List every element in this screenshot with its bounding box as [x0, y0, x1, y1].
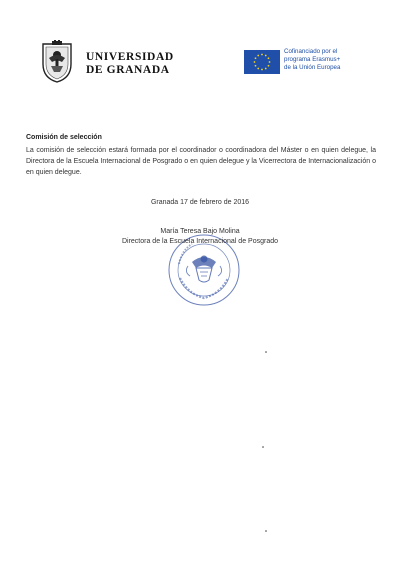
section-paragraph: La comisión de selección estará formada por el coordinador o coordinadora del Máster o en quien delegue, la Directora de la Escuela Internacional de Posgrado o en quien delegue y la Vicerrectora de Internacionalización o en quien delegue.	[26, 147, 376, 176]
university-crest-icon	[38, 40, 76, 84]
signatory-name: María Teresa Bajo Molina	[160, 228, 240, 235]
signatory-role: Directora de la Escuela Internacional de Posgrado	[121, 237, 279, 245]
university-name-line2: DE GRANADA	[86, 64, 170, 76]
scan-speck	[262, 446, 264, 448]
eu-star	[255, 65, 257, 67]
section-heading: Comisión de selección	[26, 134, 102, 141]
eu-star	[268, 57, 270, 59]
eu-star	[254, 61, 256, 63]
university-logo	[38, 40, 178, 86]
eu-star	[269, 61, 271, 63]
scan-speck	[265, 351, 267, 353]
eu-cofunding-line1: Cofinanciado por el	[284, 48, 338, 55]
eu-star	[265, 68, 267, 70]
document-header	[0, 38, 400, 88]
eu-star	[257, 68, 259, 70]
eu-star	[261, 54, 263, 56]
signature-block	[0, 227, 400, 246]
eu-star	[268, 65, 270, 67]
eu-cofunding-line3: de la Unión Europea	[284, 64, 341, 72]
university-name	[86, 51, 174, 77]
eu-star	[265, 55, 267, 57]
document-body	[26, 134, 376, 178]
eu-star	[255, 57, 257, 59]
eu-cofunding-text	[284, 48, 340, 73]
university-name-line1: UNIVERSIDAD	[86, 51, 174, 63]
eu-star	[261, 69, 263, 71]
date-line: Granada 17 de febrero de 2016	[150, 199, 250, 206]
eu-cofunding-logo	[244, 48, 374, 80]
eu-cofunding-line2: programa Erasmus+	[284, 56, 341, 64]
eu-flag-icon	[244, 50, 280, 74]
scan-speck	[265, 530, 267, 532]
eu-star	[257, 55, 259, 57]
